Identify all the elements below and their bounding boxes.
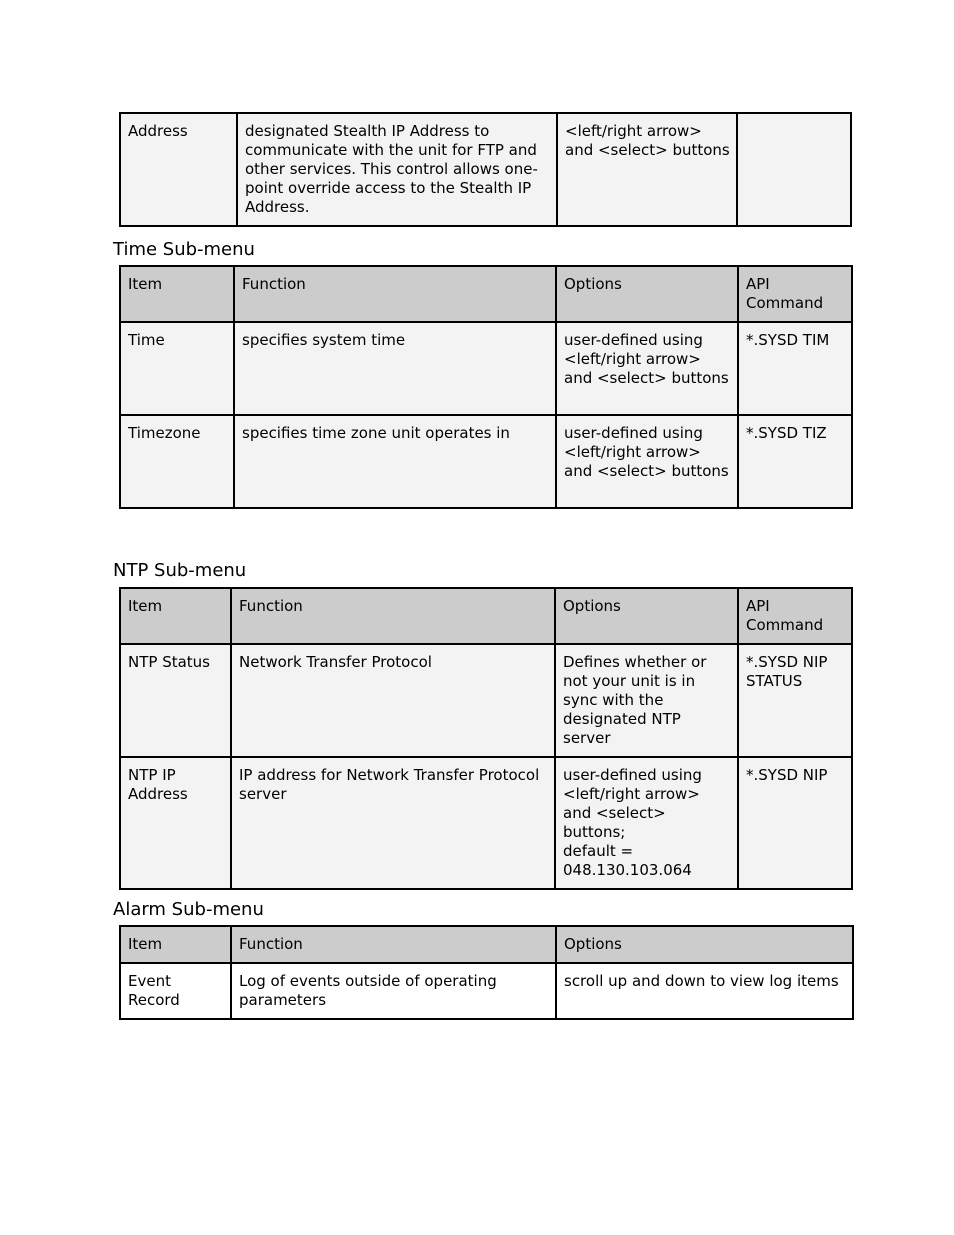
table-cell: NTP IP Address (120, 757, 231, 889)
table-cell: *.SYSD TIZ (738, 415, 852, 508)
column-header: Function (234, 266, 556, 322)
column-header: Options (555, 588, 738, 644)
column-header: Item (120, 926, 231, 963)
table-cell: Time (120, 322, 234, 415)
section-title-alarm: Alarm Sub-menu (113, 899, 264, 920)
table-cell: Defines whether or not your unit is in sync with the designated NTP server (555, 644, 738, 757)
table-header-row (120, 588, 852, 644)
table-cell: <left/right arrow> and <select> buttons (557, 113, 737, 226)
table-cell: specifies time zone unit operates in (234, 415, 556, 508)
column-header: API Command (738, 588, 852, 644)
table-cell: Log of events outside of operating parameters (231, 963, 556, 1019)
table-header-row (120, 926, 853, 963)
table-row (120, 113, 851, 226)
table-cell (737, 113, 851, 226)
table-cell: designated Stealth IP Address to communicate with the unit for FTP and other services. This control allows one-point override access to the Stealth IP Address. (237, 113, 557, 226)
ntp-table (119, 587, 853, 890)
time-table (119, 265, 853, 509)
table-cell: NTP Status (120, 644, 231, 757)
alarm-table (119, 925, 854, 1020)
table-cell: Timezone (120, 415, 234, 508)
column-header: Function (231, 588, 555, 644)
column-header: API Command (738, 266, 852, 322)
column-header: Options (556, 266, 738, 322)
stealth-address-table (119, 112, 852, 227)
column-header: Options (556, 926, 853, 963)
column-header: Item (120, 588, 231, 644)
table-cell: user-defined using <left/right arrow> and <select> buttons (556, 322, 738, 415)
table-header-row (120, 266, 852, 322)
table-cell: Event Record (120, 963, 231, 1019)
table-row (120, 963, 853, 1019)
table-cell: *.SYSD TIM (738, 322, 852, 415)
section-title-time: Time Sub-menu (113, 239, 255, 260)
table-row (120, 644, 852, 757)
table-cell: scroll up and down to view log items (556, 963, 853, 1019)
table-cell: *.SYSD NIP STATUS (738, 644, 852, 757)
table-cell: IP address for Network Transfer Protocol server (231, 757, 555, 889)
table-cell: *.SYSD NIP (738, 757, 852, 889)
column-header: Item (120, 266, 234, 322)
table-cell: Address (120, 113, 237, 226)
column-header: Function (231, 926, 556, 963)
table-cell: user-defined using <left/right arrow> and <select> buttons; default = 048.130.103.064 (555, 757, 738, 889)
table-cell: Network Transfer Protocol (231, 644, 555, 757)
table-cell: user-defined using <left/right arrow> and <select> buttons (556, 415, 738, 508)
table-row (120, 757, 852, 889)
table-row (120, 322, 852, 415)
section-title-ntp: NTP Sub-menu (113, 560, 247, 581)
table-cell: specifies system time (234, 322, 556, 415)
table-row (120, 415, 852, 508)
